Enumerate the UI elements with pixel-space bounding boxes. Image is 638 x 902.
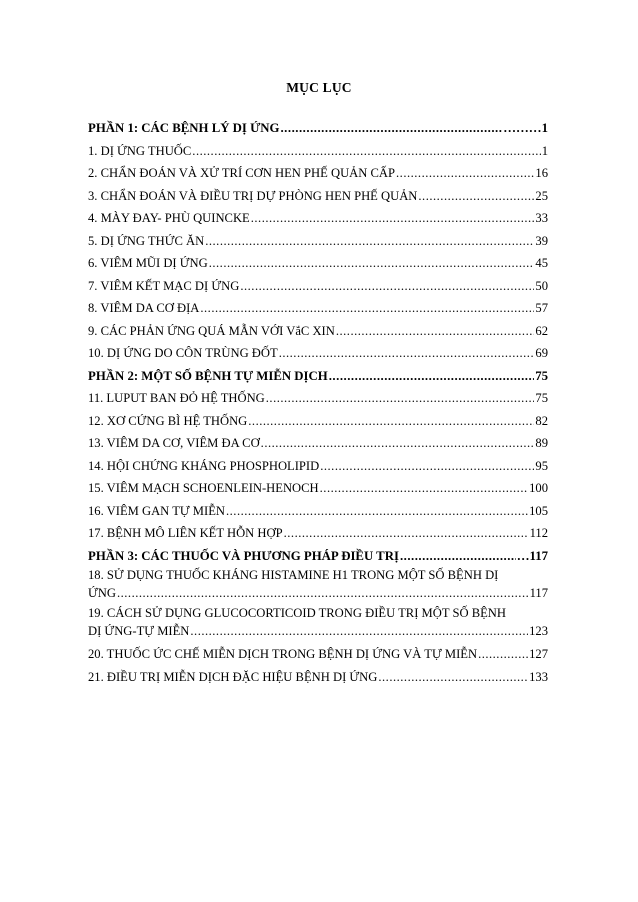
toc-entry-text: 7. VIÊM KẾT MẠC DỊ ỨNG [88,278,240,293]
toc-page-number: 123 [529,624,548,638]
dot-leader-ellipsis: … [516,548,530,563]
toc-part-heading[interactable] [88,365,548,388]
dot-leader [336,320,535,343]
dot-leader [329,365,534,388]
toc-entry[interactable] [88,500,548,523]
dot-leader [251,207,535,230]
toc-entry-text: 4. MÀY ĐAY- PHÙ QUINCKE [88,211,250,225]
toc-entry-text: 6. VIÊM MŨI DỊ ỨNG [88,256,208,270]
toc-entry[interactable] [88,387,548,410]
dot-leader [400,545,516,568]
toc-page-number: 39 [535,233,548,248]
toc-entry-text: PHẦN 1: CÁC BỆNH LÝ DỊ ỨNG [88,121,280,135]
toc-entry-text: PHẦN 3: CÁC THUỐC VÀ PHƯƠNG PHÁP ĐIỀU TRỊ [88,548,399,563]
dot-leader [284,522,529,545]
toc-entry-text: 1. DỊ ỨNG THUỐC [88,143,192,158]
toc-entry-text: 16. VIÊM GAN TỰ MIỄN [88,503,225,518]
toc-entry-text: 5. DỊ ỨNG THỨC ĂN [88,233,205,248]
toc-entry[interactable] [88,230,548,253]
dot-leader [117,584,529,602]
toc-page-number: 127 [529,647,548,661]
toc-entry-text: PHẦN 2: MỘT SỐ BỆNH TỰ MIỄN DỊCH [88,368,328,383]
toc-page-number: 117 [529,586,548,600]
dot-leader [418,185,534,208]
toc-entry[interactable] [88,522,548,545]
toc-page-number: 16 [535,166,548,180]
dot-leader [320,455,534,478]
dot-leader [209,252,535,275]
toc-entry[interactable] [88,207,548,230]
toc-entry-text: 12. XƠ CỨNG BÌ HỆ THỐNG [88,413,248,428]
toc-entry[interactable] [88,666,548,689]
toc-entry-text: 15. VIÊM MẠCH SCHOENLEIN-HENOCH [88,481,319,495]
dot-leader [205,230,534,253]
toc-page-number: 75 [535,368,548,383]
toc-page-number: 62 [535,323,548,338]
toc-entry-text: 13. VIÊM DA CƠ, VIÊM ĐA CƠ [88,436,260,450]
dot-leader [192,140,540,163]
dot-leader [240,275,534,298]
toc-entry-text: 10. DỊ ỨNG DO CÔN TRÙNG ĐỐT [88,346,278,360]
toc-page-number: 1 [541,121,548,135]
dot-leader [280,117,502,140]
toc-page-number: 112 [529,526,548,540]
toc-entry[interactable] [88,477,548,500]
dot-leader [396,162,534,185]
toc-entry[interactable] [88,320,548,343]
dot-leader [266,387,535,410]
toc-entry-text: 8. VIÊM DA CƠ ĐỊA [88,301,200,315]
dot-leader [261,432,535,455]
toc-entry[interactable] [88,275,548,298]
toc-entry-text: 2. CHẨN ĐOÁN VÀ XỬ TRÍ CƠN HEN PHẾ QUẢN CẤP [88,166,396,180]
toc-part-heading[interactable] [88,545,548,568]
dot-leader [200,297,534,320]
toc-entry-text-continued: ỨNG [88,586,116,600]
toc-entry[interactable] [88,432,548,455]
toc-entry[interactable] [88,162,548,185]
toc-entry[interactable] [88,185,548,208]
toc-entry-text: 17. BỆNH MÔ LIÊN KẾT HỖN HỢP [88,526,283,540]
dot-leader [320,477,528,500]
toc-entry-text: 11. LUPUT BAN ĐỎ HỆ THỐNG [88,391,265,405]
toc-entry[interactable] [88,252,548,275]
toc-entry[interactable] [88,342,548,365]
toc-entry[interactable] [88,455,548,478]
toc-entry-text: 20. THUỐC ỨC CHẾ MIỄN DỊCH TRONG BỆNH DỊ ỨNG VÀ TỰ MIỄN [88,647,478,661]
dot-leader [478,643,528,666]
toc-page-number: 50 [535,278,548,293]
toc-page-number: 1 [541,143,548,158]
table-of-contents [88,117,548,688]
toc-page-number: 117 [529,548,548,563]
toc-entry-text: 3. CHẨN ĐOÁN VÀ ĐIỀU TRỊ DỰ PHÒNG HEN PHẾ QUẢN [88,188,418,203]
toc-page-number: 75 [535,391,548,405]
toc-page-number: 57 [535,301,548,315]
toc-entry-text: 9. CÁC PHẢN ỨNG QUÁ MẪN VỚI VắC XIN [88,323,335,338]
toc-entry[interactable] [88,140,548,163]
toc-page-number: 82 [535,413,548,428]
dot-leader-ellipsis: ……… [503,121,542,135]
toc-page-number: 45 [535,256,548,270]
dot-leader [279,342,535,365]
toc-part-heading[interactable] [88,117,548,140]
page-title: MỤC LỤC [286,80,352,95]
toc-page-number: 105 [529,503,548,518]
toc-entry-text: 18. SỬ DỤNG THUỐC KHÁNG HISTAMINE H1 TRONG MỘT SỐ BỆNH DỊ [88,568,499,582]
toc-page-number: 100 [529,481,548,495]
toc-entry-text: 19. CÁCH SỬ DỤNG GLUCOCORTICOID TRONG ĐIỀU TRỊ MỘT SỐ BỆNH [88,606,506,620]
toc-page-number: 25 [535,188,548,203]
toc-page-number: 69 [535,346,548,360]
toc-entry[interactable] [88,567,548,605]
toc-page-number: 33 [535,211,548,225]
dot-leader [248,410,534,433]
toc-page-number: 95 [535,458,548,473]
dot-leader [190,622,528,640]
dot-leader [226,500,528,523]
toc-entry[interactable] [88,410,548,433]
toc-entry-text: 21. ĐIỀU TRỊ MIỄN DỊCH ĐẶC HIỆU BỆNH DỊ ỨNG [88,669,378,684]
toc-entry-text: 14. HỘI CHỨNG KHÁNG PHOSPHOLIPID [88,458,320,473]
toc-entry[interactable] [88,605,548,643]
toc-page-number: 89 [535,436,548,450]
toc-entry[interactable] [88,297,548,320]
dot-leader [378,666,528,689]
toc-page-number: 133 [529,669,548,684]
toc-entry-text-continued: DỊ ỨNG-TỰ MIỄN [88,624,190,638]
toc-entry[interactable] [88,643,548,666]
